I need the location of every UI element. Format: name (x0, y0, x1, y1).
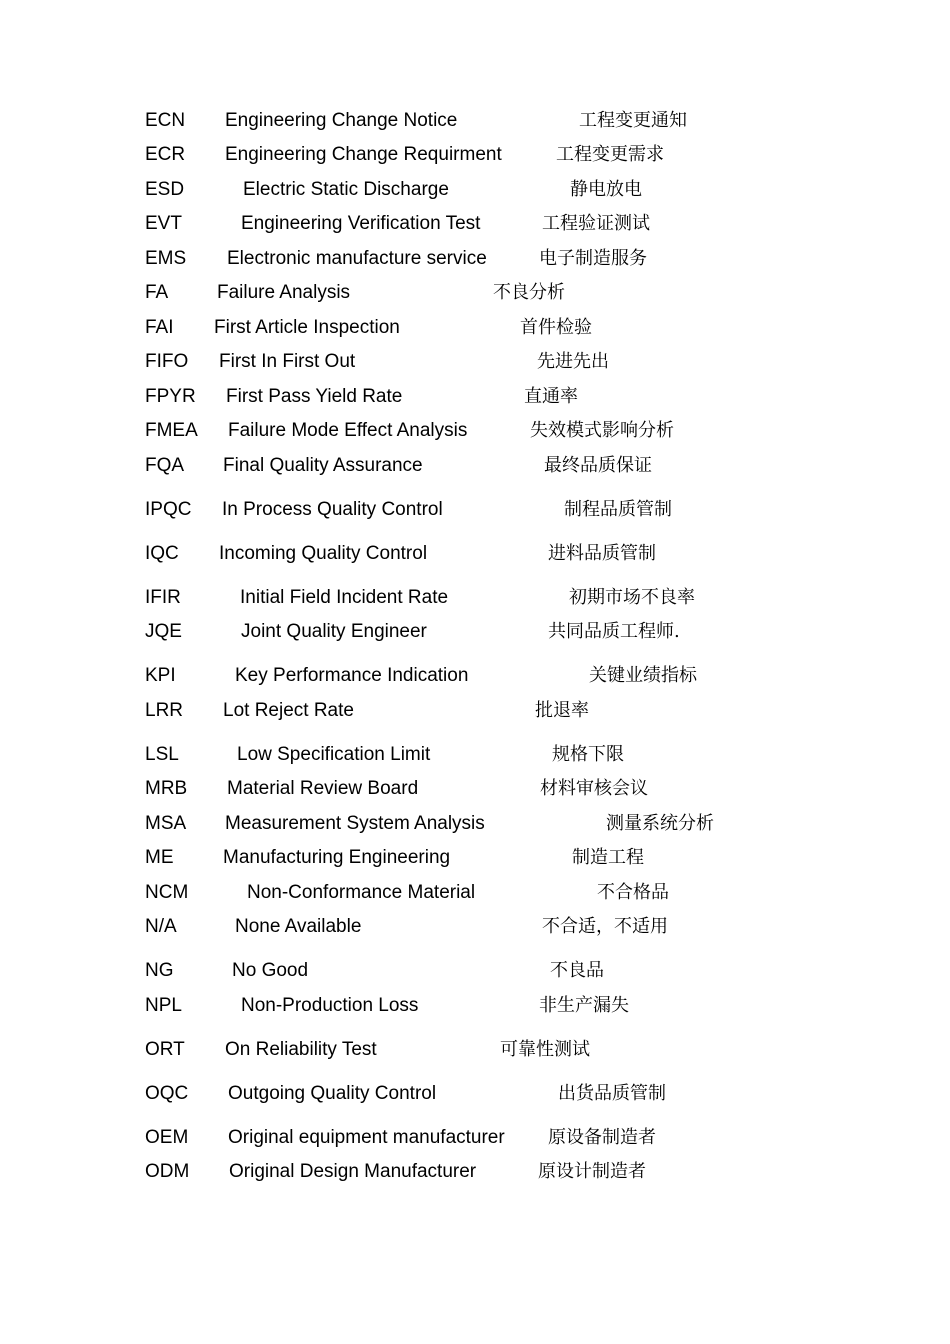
chinese-translation: 材料审核会议 (540, 778, 648, 799)
chinese-translation: 制程品质管制 (564, 499, 672, 520)
abbreviation: FPYR (145, 386, 196, 407)
abbreviation: NCM (145, 882, 189, 903)
chinese-translation: 出货品质管制 (558, 1083, 666, 1104)
chinese-translation: 最终品质保证 (544, 455, 652, 476)
abbreviation: NG (145, 960, 174, 981)
abbreviation: LSL (145, 744, 179, 765)
glossary-row (0, 539, 950, 569)
glossary-row (0, 382, 950, 412)
english-term: Lot Reject Rate (223, 700, 354, 721)
chinese-translation: 不良分析 (493, 282, 565, 303)
abbreviation: ECR (145, 144, 186, 165)
chinese-translation: 电子制造服务 (539, 248, 647, 269)
english-term: Final Quality Assurance (223, 455, 423, 476)
english-term: First In First Out (219, 351, 356, 372)
english-term: In Process Quality Control (222, 499, 443, 520)
abbreviation: MRB (145, 778, 188, 799)
glossary-row (0, 809, 950, 839)
glossary-row (0, 991, 950, 1021)
glossary-row (0, 912, 950, 942)
chinese-translation: 制造工程 (572, 847, 644, 868)
english-term: Joint Quality Engineer (241, 621, 427, 642)
abbreviation: FAI (145, 317, 174, 338)
glossary-row (0, 661, 950, 691)
english-term: First Pass Yield Rate (226, 386, 403, 407)
abbreviation: N/A (145, 916, 177, 937)
abbreviation: ECN (145, 110, 186, 131)
chinese-translation: 工程变更需求 (556, 144, 664, 165)
english-term: None Available (235, 916, 362, 937)
chinese-translation: 测量系统分析 (606, 813, 714, 834)
abbreviation: IFIR (145, 587, 181, 608)
abbreviation: IPQC (145, 499, 192, 520)
glossary-row (0, 244, 950, 274)
glossary-row (0, 1157, 950, 1187)
glossary-row (0, 774, 950, 804)
chinese-translation: 不合适，不适用 (542, 916, 668, 937)
abbreviation: FA (145, 282, 169, 303)
glossary-row (0, 313, 950, 343)
english-term: Low Specification Limit (237, 744, 431, 765)
abbreviation: ORT (145, 1039, 185, 1060)
chinese-translation: 共同品质工程师. (548, 621, 680, 642)
glossary-row (0, 347, 950, 377)
english-term: Outgoing Quality Control (228, 1083, 437, 1104)
abbreviation: KPI (145, 665, 176, 686)
chinese-translation: 初期市场不良率 (569, 587, 695, 608)
english-term: No Good (232, 960, 309, 981)
abbreviation: NPL (145, 995, 182, 1016)
glossary-row (0, 740, 950, 770)
chinese-translation: 不合格品 (597, 882, 669, 903)
glossary-row (0, 278, 950, 308)
chinese-translation: 工程验证测试 (542, 213, 650, 234)
english-term: Measurement System Analysis (225, 813, 485, 834)
glossary-row (0, 106, 950, 136)
english-term: Initial Field Incident Rate (240, 587, 449, 608)
english-term: Incoming Quality Control (219, 543, 428, 564)
chinese-translation: 规格下限 (552, 744, 624, 765)
abbreviation: FQA (145, 455, 185, 476)
chinese-translation: 进料品质管制 (548, 543, 656, 564)
glossary-row (0, 617, 950, 647)
glossary-row (0, 1123, 950, 1153)
glossary-row (0, 956, 950, 986)
english-term: Engineering Verification Test (241, 213, 481, 234)
chinese-translation: 不良品 (550, 960, 604, 981)
english-term: Material Review Board (227, 778, 419, 799)
glossary-row (0, 495, 950, 525)
glossary-row (0, 1035, 950, 1065)
glossary-row (0, 878, 950, 908)
chinese-translation: 首件检验 (520, 317, 592, 338)
chinese-translation: 工程变更通知 (579, 110, 687, 131)
chinese-translation: 直通率 (524, 386, 578, 407)
english-term: On Reliability Test (225, 1039, 377, 1060)
chinese-translation: 批退率 (535, 700, 589, 721)
glossary-row (0, 209, 950, 239)
abbreviation: ESD (145, 179, 185, 200)
abbreviation: IQC (145, 543, 179, 564)
glossary-row (0, 696, 950, 726)
glossary-row (0, 843, 950, 873)
english-term: Failure Analysis (217, 282, 351, 303)
english-term: Engineering Change Requirment (225, 144, 502, 165)
chinese-translation: 可靠性测试 (500, 1039, 590, 1060)
abbreviation: MSA (145, 813, 187, 834)
glossary-row (0, 583, 950, 613)
chinese-translation: 失效模式影响分析 (530, 420, 674, 441)
english-term: Electric Static Discharge (243, 179, 449, 200)
abbreviation: FIFO (145, 351, 189, 372)
english-term: Non-Production Loss (241, 995, 419, 1016)
english-term: Key Performance Indication (235, 665, 469, 686)
glossary-row (0, 175, 950, 205)
glossary-row (0, 140, 950, 170)
chinese-translation: 原设计制造者 (538, 1161, 646, 1182)
english-term: Electronic manufacture service (227, 248, 487, 269)
chinese-translation: 原设备制造者 (548, 1127, 656, 1148)
chinese-translation: 静电放电 (570, 179, 642, 200)
abbreviation: EVT (145, 213, 182, 234)
abbreviation: EMS (145, 248, 187, 269)
english-term: Manufacturing Engineering (223, 847, 451, 868)
abbreviation: JQE (145, 621, 182, 642)
chinese-translation: 非生产漏失 (539, 995, 629, 1016)
english-term: First Article Inspection (214, 317, 400, 338)
chinese-translation: 关键业绩指标 (589, 665, 697, 686)
abbreviation: FMEA (145, 420, 198, 441)
abbreviation: OQC (145, 1083, 189, 1104)
chinese-translation: 先进先出 (537, 351, 609, 372)
glossary-row (0, 1079, 950, 1109)
glossary-row (0, 416, 950, 446)
abbreviation: ME (145, 847, 174, 868)
abbreviation: LRR (145, 700, 184, 721)
english-term: Non-Conformance Material (247, 882, 476, 903)
abbreviation: ODM (145, 1161, 190, 1182)
english-term: Engineering Change Notice (225, 110, 458, 131)
glossary-row (0, 451, 950, 481)
english-term: Original Design Manufacturer (229, 1161, 477, 1182)
english-term: Failure Mode Effect Analysis (228, 420, 468, 441)
english-term: Original equipment manufacturer (228, 1127, 505, 1148)
abbreviation: OEM (145, 1127, 189, 1148)
